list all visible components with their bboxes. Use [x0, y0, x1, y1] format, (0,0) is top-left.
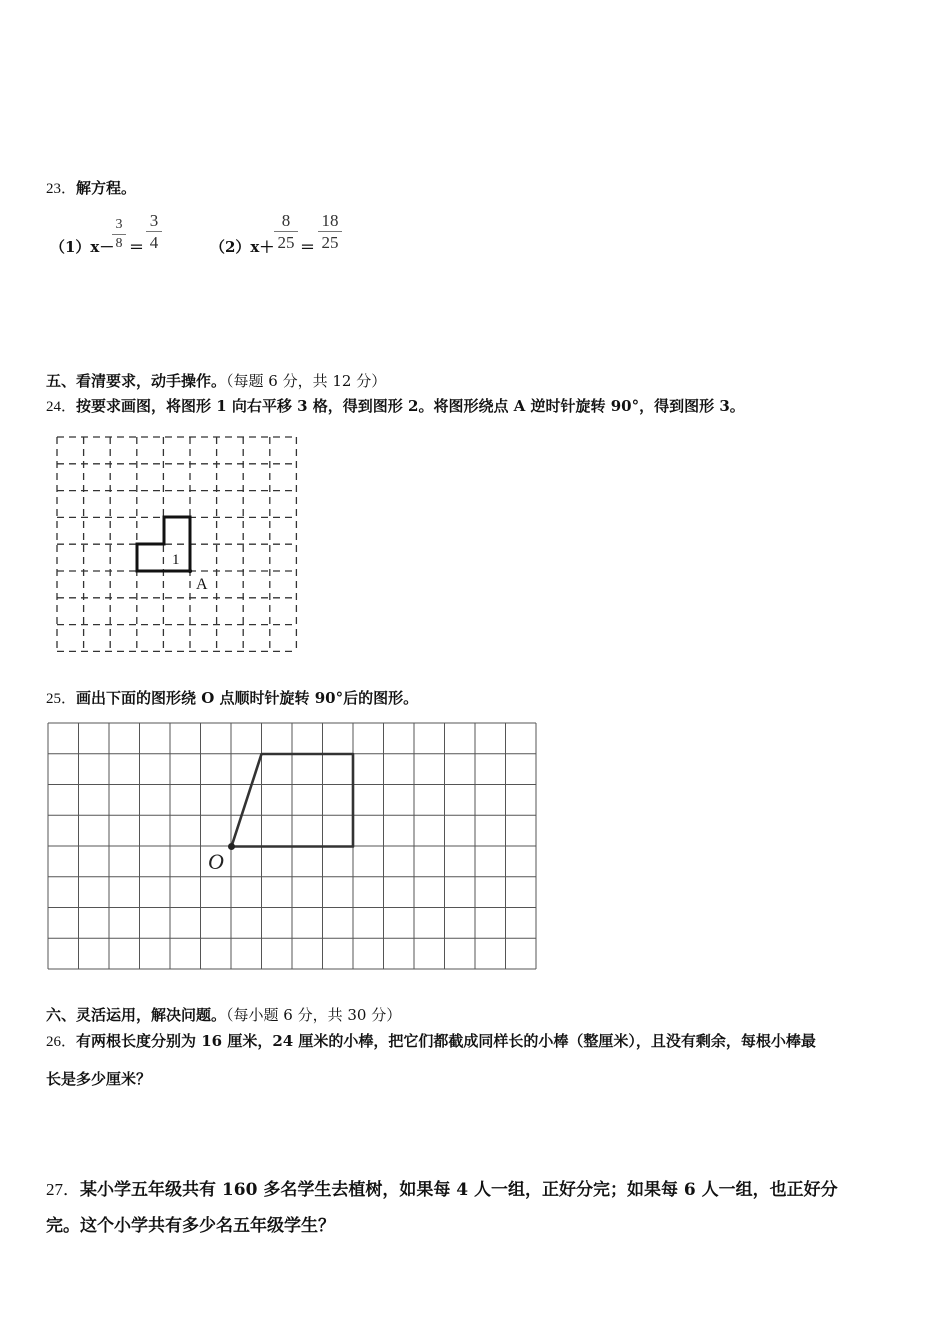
fraction-18-25 — [318, 212, 342, 251]
question-text: 解方程。 — [76, 179, 137, 197]
section-note: （每小题 6 分，共 30 分） — [226, 1006, 402, 1024]
question-26-line-2: 长是多少厘米？ — [46, 1070, 152, 1088]
point-a-dot — [188, 569, 192, 573]
point-o-label: O — [208, 849, 224, 874]
equals-sign: ＝ — [300, 238, 316, 256]
question-23-heading — [46, 177, 136, 198]
denominator: 25 — [277, 233, 295, 252]
question-text: 按要求画图，将图形 1 向右平移 3 格，得到图形 2。将图形绕点 A 逆时针旋转 90°，得到图形 3。 — [76, 397, 745, 415]
denominator: 4 — [149, 233, 159, 252]
numerator: 8 — [281, 211, 291, 230]
fraction-bar — [274, 231, 298, 232]
fraction-3-8 — [112, 218, 126, 251]
question-27-line-1 — [46, 1175, 838, 1200]
question-24-heading — [46, 395, 745, 416]
fraction-bar — [112, 234, 126, 235]
grid-figure-25 — [40, 716, 550, 978]
fraction-bar — [146, 231, 162, 232]
section-title: 五、看清要求，动手操作。 — [46, 372, 227, 390]
equals-sign: ＝ — [129, 238, 145, 256]
dashed-grid-lines — [57, 437, 296, 651]
fraction-bar — [318, 231, 342, 232]
denominator: 8 — [115, 236, 123, 251]
fraction-3-4 — [146, 212, 162, 251]
section-title: 六、灵活运用，解决问题。 — [46, 1006, 227, 1024]
dashed-grid-figure-24 — [50, 430, 310, 660]
numerator: 3 — [149, 211, 159, 230]
question-26-line-1 — [46, 1030, 816, 1051]
point-o-dot — [228, 843, 235, 850]
question-27-line-2: 完。这个小学共有多少名五年级学生？ — [46, 1216, 335, 1236]
numerator: 18 — [321, 211, 339, 230]
section-6-heading — [46, 1004, 401, 1025]
question-text: 某小学五年级共有 160 多名学生去植树，如果每 4 人一组，正好分完；如果每 6 人一组，也正好分 — [80, 1180, 838, 1200]
question-text: 有两根长度分别为 16 厘米，24 厘米的小棒，把它们都截成同样长的小棒（整厘米），且没有剩余，每根小棒最 — [76, 1032, 816, 1050]
point-a-label: A — [196, 576, 208, 593]
equation-2-label: （2）x＋ — [210, 238, 275, 256]
section-note: （每题 6 分，共 12 分） — [226, 372, 387, 390]
question-number: 26． — [46, 1034, 77, 1050]
question-number: 27． — [46, 1180, 80, 1199]
denominator: 25 — [321, 233, 339, 252]
shape-1-label: 1 — [172, 552, 180, 568]
question-number: 23． — [46, 181, 77, 197]
question-number: 24． — [46, 399, 77, 415]
numerator: 3 — [115, 217, 123, 232]
equation-1-label: （1）x－ — [50, 238, 115, 256]
question-25-heading — [46, 687, 418, 708]
section-5-heading — [46, 370, 386, 391]
fraction-8-25 — [274, 212, 298, 251]
question-text: 画出下面的图形绕 O 点顺时针旋转 90°后的图形。 — [76, 689, 419, 707]
question-number: 25． — [46, 691, 77, 707]
